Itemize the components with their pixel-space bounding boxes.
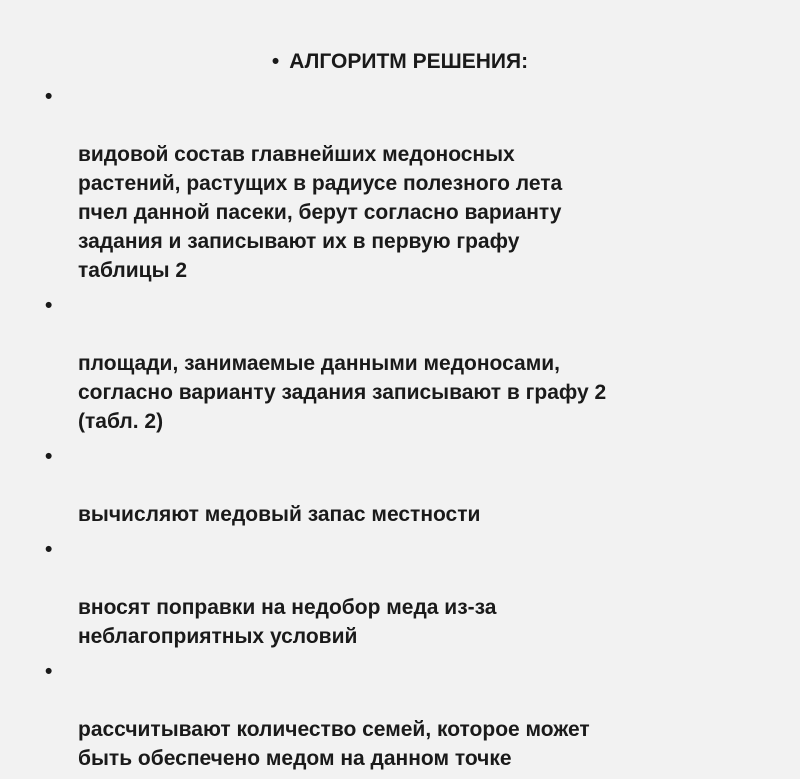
list-item bbox=[45, 291, 765, 436]
list-item-text: вычисляют медовый запас местности bbox=[78, 503, 481, 526]
bullet-icon: • bbox=[45, 294, 53, 317]
title-bullet-icon: • bbox=[271, 50, 280, 73]
bullet-list bbox=[45, 82, 765, 779]
bullet-icon: • bbox=[45, 85, 53, 108]
slide-title bbox=[0, 47, 800, 77]
list-item bbox=[45, 535, 765, 651]
list-item bbox=[45, 442, 765, 529]
bullet-icon: • bbox=[45, 538, 53, 561]
slide-title-text: АЛГОРИТМ РЕШЕНИЯ: bbox=[289, 50, 529, 73]
list-item-text: вносят поправки на недобор меда из-за неблагоприятных условий bbox=[78, 596, 497, 648]
bullet-icon: • bbox=[45, 445, 53, 468]
list-item-text: видовой состав главнейших медоносных растений, растущих в радиусе полезного лета пчел данной пасеки, берут согласно варианту задания и записывают их в первую графу таблицы 2 bbox=[78, 143, 563, 282]
bullet-icon: • bbox=[45, 660, 53, 683]
list-item-text: рассчитывают количество семей, которое может быть обеспечено медом на данном точке bbox=[78, 718, 590, 770]
list-item bbox=[45, 657, 765, 773]
list-item bbox=[45, 82, 765, 285]
list-item-text: площади, занимаемые данными медоносами, согласно варианту задания записывают в графу 2 (табл. 2) bbox=[78, 352, 607, 433]
